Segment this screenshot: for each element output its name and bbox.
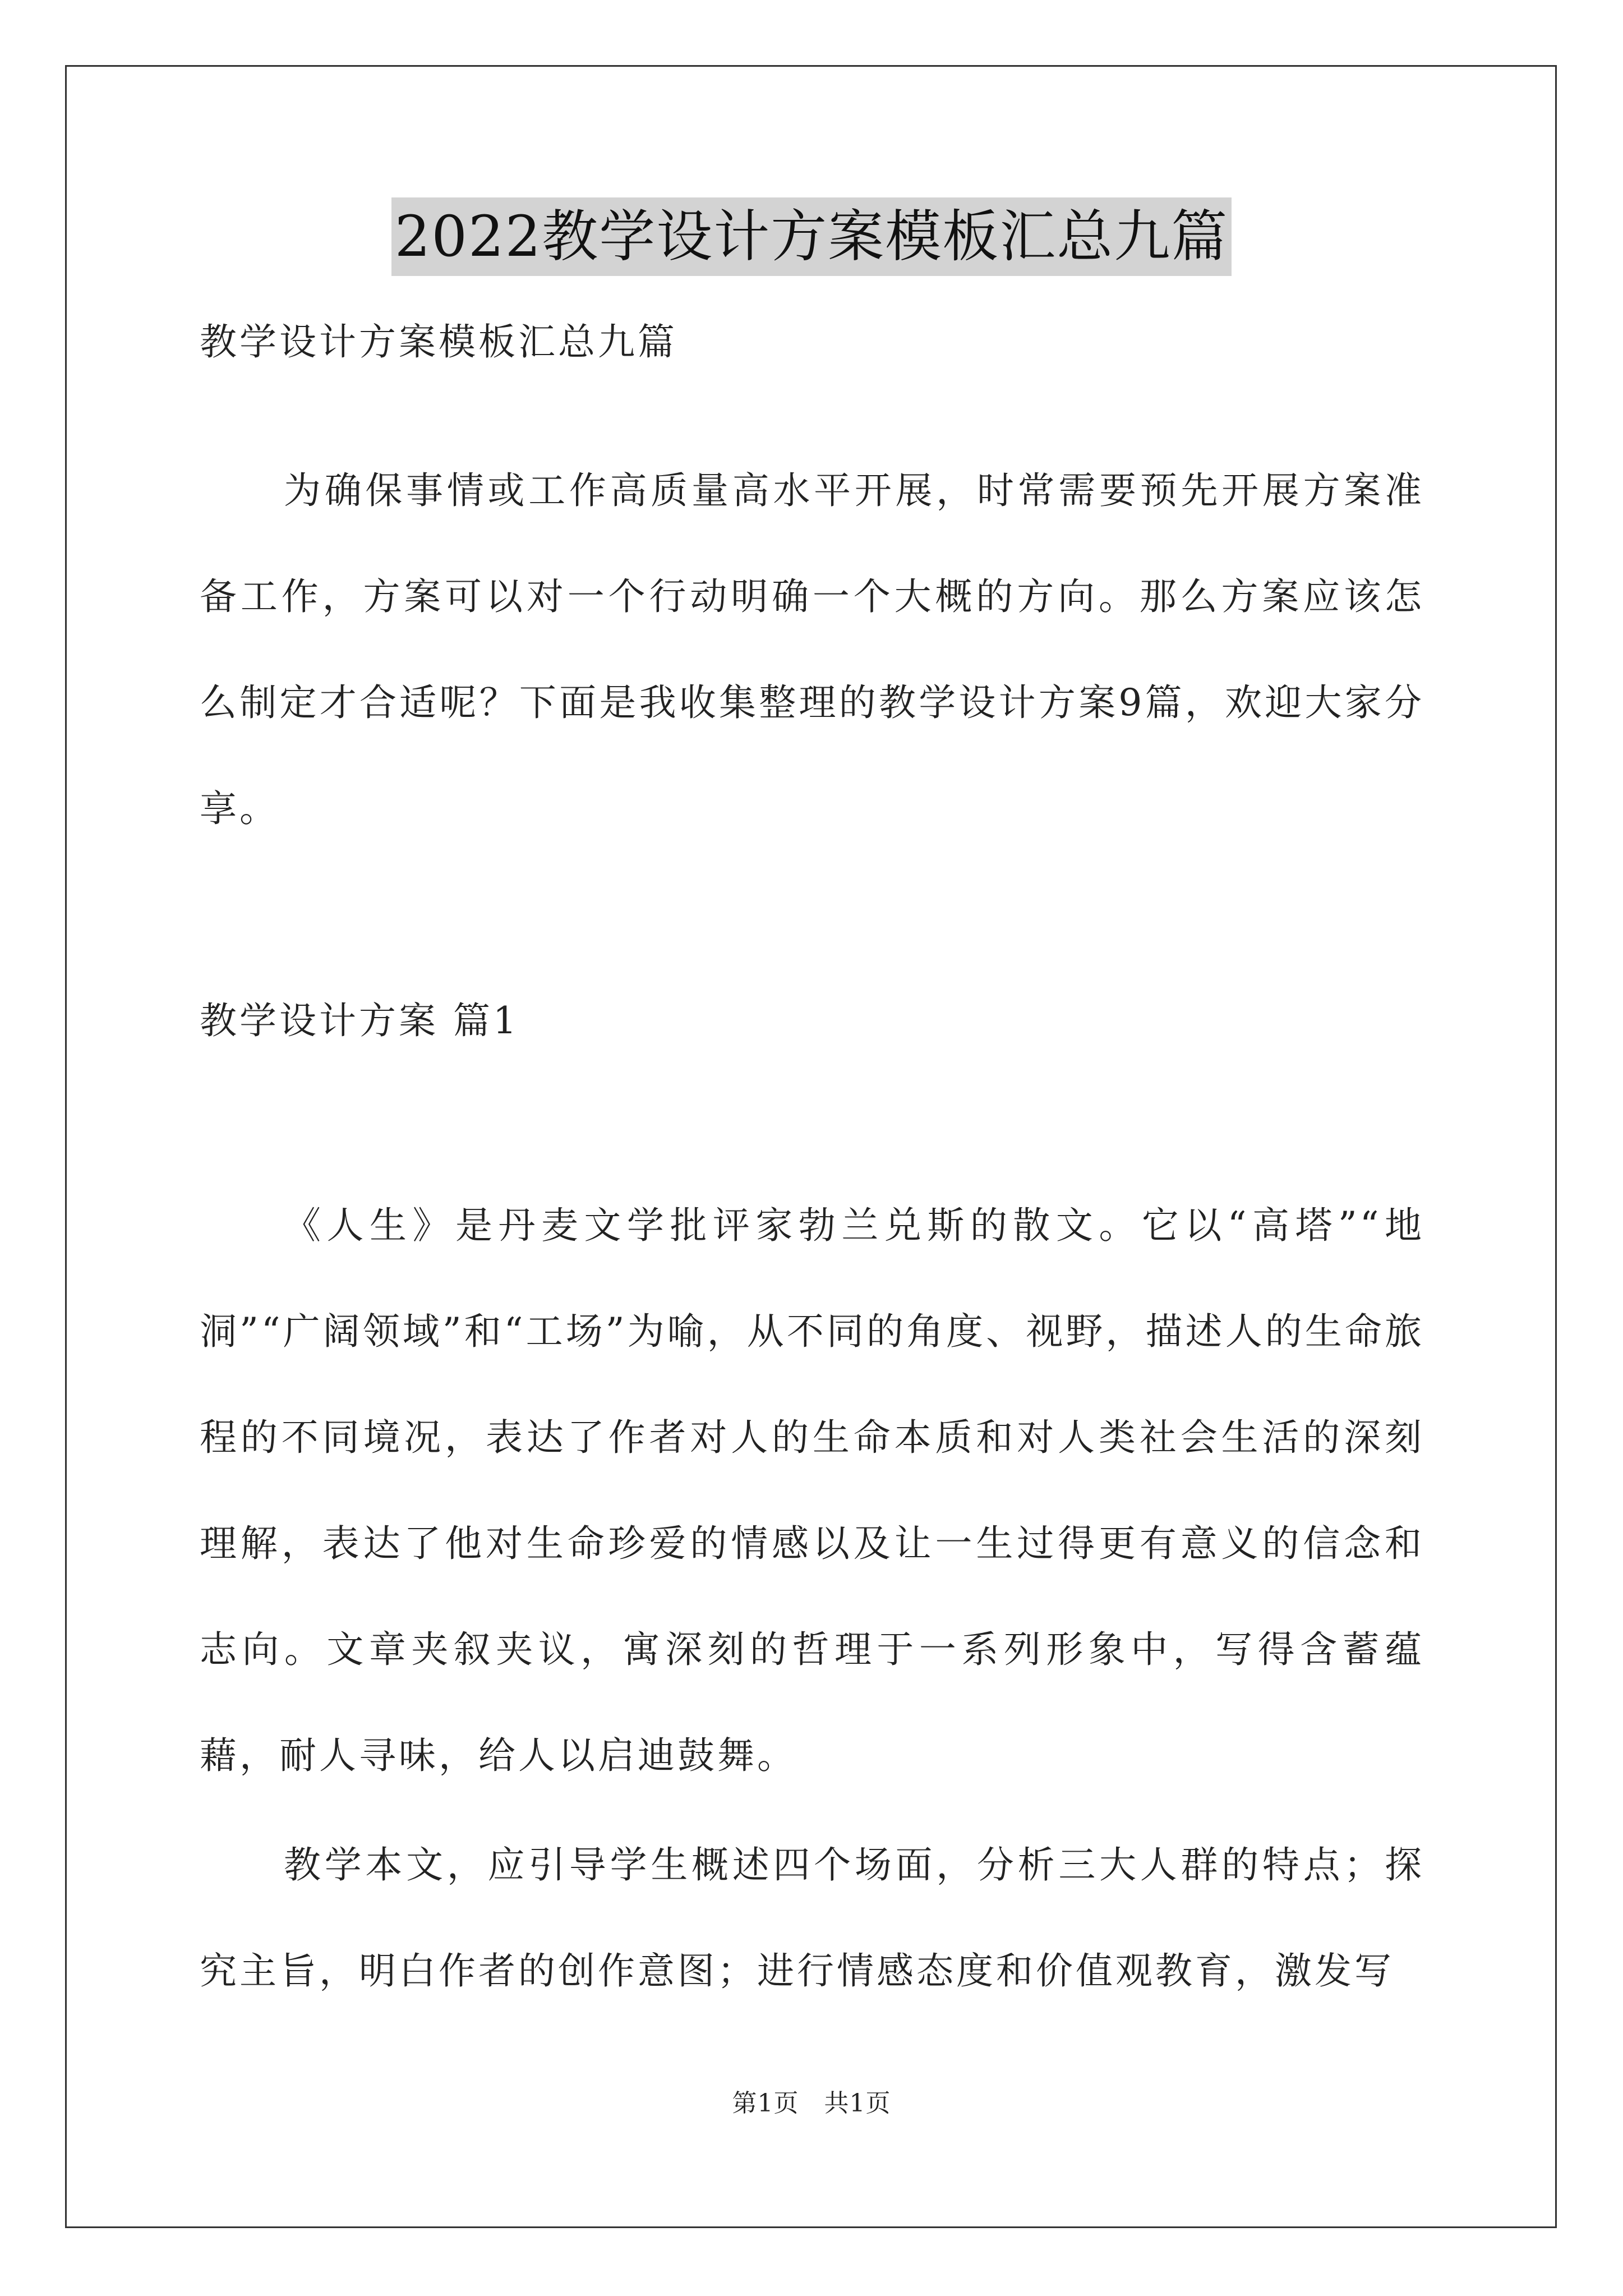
document-title: 2022教学设计方案模板汇总九篇 bbox=[391, 197, 1232, 276]
body-paragraph: 教学本文，应引导学生概述四个场面，分析三大人群的特点；探究主旨，明白作者的创作意图；进行情感态度和价值观教育，激发写 bbox=[200, 1843, 1424, 1993]
section-heading: 教学设计方案 篇1 bbox=[200, 999, 519, 1042]
document-subtitle: 教学设计方案模板汇总九篇 bbox=[200, 320, 677, 364]
page-footer: 第1页 共1页 bbox=[732, 2089, 891, 2118]
title-container bbox=[0, 197, 1623, 276]
body-paragraph: 《人生》是丹麦文学批评家勃兰兑斯的散文。它以“高塔”“地洞”“广阔领域”和“工场”为喻，从不同的角度、视野，描述人的生命旅程的不同境况，表达了作者对人的生命本质和对人类社会生活的深刻理解，表达了他对生命珍爱的情感以及让一生过得更有意义的信念和志向。文章夹叙夹议，寓深刻的哲理于一系列形象中，写得含蓄蕴藉，耐人寻味，给人以启迪鼓舞。 bbox=[200, 1204, 1424, 1777]
intro-paragraph: 为确保事情或工作高质量高水平开展，时常需要预先开展方案准备工作，方案可以对一个行动明确一个大概的方向。那么方案应该怎么制定才合适呢？下面是我收集整理的教学设计方案9篇，欢迎大家分享。 bbox=[200, 469, 1424, 830]
